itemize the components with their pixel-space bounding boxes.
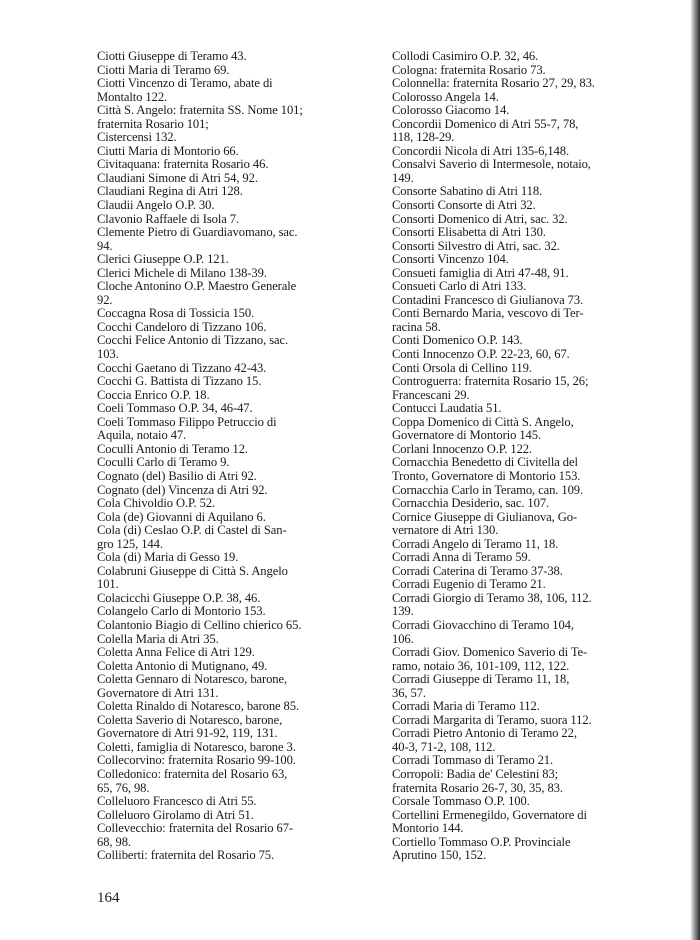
index-entry-line: 92. [97, 292, 113, 307]
index-entry-line: 65, 76, 98. [97, 780, 150, 795]
index-entry [97, 592, 342, 606]
index-entry-line: Civitaquana: fraternita Rosario 46. [97, 157, 269, 172]
index-entry [392, 768, 642, 795]
index-entry [97, 605, 342, 619]
index-entry [392, 727, 642, 754]
index-entry [97, 700, 342, 714]
index-entry-line: Colleluoro Girolamo di Atri 51. [97, 807, 254, 822]
index-entry-line: Concordii Nicola di Atri 135-6,148. [392, 143, 569, 158]
index-entry [97, 213, 342, 227]
index-entry [392, 118, 642, 145]
index-entry [392, 443, 642, 457]
index-entry-line: Colonnella: fraternita Rosario 27, 29, 83. [392, 76, 595, 91]
index-entry-line: Coletti, famiglia di Notaresco, barone 3. [97, 739, 296, 754]
index-entry-line: 118, 128-29. [392, 130, 455, 145]
index-entry-line: Cortellini Ermenegildo, Governatore di [392, 807, 587, 822]
index-entry [97, 77, 342, 104]
index-entry [97, 267, 342, 281]
index-entry-line: Coccia Enrico O.P. 18. [97, 387, 210, 402]
index-entry [392, 795, 642, 809]
index-entry-line: Contucci Laudatia 51. [392, 401, 502, 416]
index-entry [97, 389, 342, 403]
index-entry-line: 68, 98. [97, 834, 131, 849]
index-entry-line: Aquila, notaio 47. [97, 428, 187, 443]
index-entry-line: Colorosso Angela 14. [392, 89, 499, 104]
index-entry-line: Cocchi Candeloro di Tizzano 106. [97, 319, 267, 334]
index-entry-line: Aprutino 150, 152. [392, 848, 487, 863]
index-entry-line: Concordii Domenico di Atri 55-7, 78, [392, 116, 579, 131]
index-entry-line: Cocchi Gaetano di Tizzano 42-43. [97, 360, 267, 375]
index-entry-line: Coletta Gennaro di Notaresco, barone, [97, 672, 288, 687]
index-entry-line: Corradi Margarita di Teramo, suora 112. [392, 712, 592, 727]
index-entry-line: Corropoli: Badia de' Celestini 83; [392, 766, 559, 781]
index-entry-line: Francescani 29. [392, 387, 470, 402]
index-entry [97, 714, 342, 741]
index-entry-line: Consorti Domenico di Atri, sac. 32. [392, 211, 568, 226]
index-entry-line: Cornacchia Benedetto di Civitella del [392, 455, 578, 470]
index-entry-line: Colangelo Carlo di Montorio 153. [97, 604, 266, 619]
index-entry-line: Coccagna Rosa di Tossicia 150. [97, 306, 255, 321]
index-entry [97, 619, 342, 633]
index-entry [97, 673, 342, 700]
index-entry-line: Consorti Elisabetta di Atri 130. [392, 225, 546, 240]
index-entry-line: Collevecchio: fraternita del Rosario 67- [97, 821, 294, 836]
index-entry [97, 362, 342, 376]
index-entry-line: Coeli Tommaso Filippo Petruccio di [97, 414, 277, 429]
index-entry-line: Montorio 144. [392, 821, 464, 836]
index-entry-line: 36, 57. [392, 685, 426, 700]
index-entry-line: 101. [97, 577, 119, 592]
index-entry-line: Colleluoro Francesco di Atri 55. [97, 794, 257, 809]
index-entry [392, 348, 642, 362]
index-entry [97, 809, 342, 823]
index-entry-line: Ciotti Vincenzo di Teramo, abate di [97, 76, 273, 91]
index-entry-line: 139. [392, 604, 414, 619]
index-entry [97, 375, 342, 389]
index-entry [97, 660, 342, 674]
index-entry [97, 443, 342, 457]
index-entry [392, 578, 642, 592]
index-entry [392, 592, 642, 619]
index-entry-line: Cologna: fraternita Rosario 73. [392, 62, 546, 77]
index-entry-line: Cortiello Tommaso O.P. Provinciale [392, 834, 571, 849]
index-entry-line: gro 125, 144. [97, 536, 163, 551]
index-entry-line: Ciotti Giuseppe di Teramo 43. [97, 49, 247, 63]
index-entry [97, 551, 342, 565]
index-entry-line: Conti Domenico O.P. 143. [392, 333, 523, 348]
index-column-right [392, 50, 642, 863]
index-entry [392, 497, 642, 511]
index-entry-line: Cola (de) Giovanni di Aquilano 6. [97, 509, 266, 524]
index-entry [97, 524, 342, 551]
index-entry-line: Corradi Giorgio di Teramo 38, 106, 112. [392, 590, 592, 605]
index-entry [97, 511, 342, 525]
index-entry [392, 185, 642, 199]
index-entry-line: Consorte Sabatino di Atri 118. [392, 184, 543, 199]
index-entry [392, 714, 642, 728]
index-entry [97, 741, 342, 755]
index-entry-line: Governatore di Atri 131. [97, 685, 219, 700]
index-entry [97, 50, 342, 64]
index-entry-line: Corradi Eugenio di Teramo 21. [392, 577, 546, 592]
index-entry [392, 158, 642, 185]
index-entry-line: Cistercensi 132. [97, 130, 177, 145]
index-entry [97, 321, 342, 335]
index-entry-line: fraternita Rosario 26-7, 30, 35, 83. [392, 780, 563, 795]
index-entry-line: Cognato (del) Basilio di Atri 92. [97, 468, 257, 483]
index-entry [97, 768, 342, 795]
index-entry [392, 240, 642, 254]
index-entry-line: Colorosso Giacomo 14. [392, 103, 510, 118]
index-entry-line: Corlani Innocenzo O.P. 122. [392, 441, 533, 456]
index-entry [392, 267, 642, 281]
index-entry-line: fraternita Rosario 101; [97, 116, 209, 131]
index-entry-line: Colabruni Giuseppe di Città S. Angelo [97, 563, 288, 578]
index-entry [97, 754, 342, 768]
index-entry [97, 334, 342, 361]
index-entry-line: Collodi Casimiro O.P. 32, 46. [392, 49, 539, 63]
index-entry [392, 334, 642, 348]
index-entry-line: Colantonio Biagio di Cellino chierico 65. [97, 617, 302, 632]
index-entry [392, 91, 642, 105]
index-entry-line: Consalvi Saverio di Intermesole, notaio, [392, 157, 591, 172]
index-entry-line: Corradi Pietro Antonio di Teramo 22, [392, 726, 577, 741]
index-entry-line: Collecorvino: fraternita Rosario 99-100. [97, 753, 296, 768]
index-entry-line: Coppa Domenico di Città S. Angelo, [392, 414, 574, 429]
index-entry [97, 849, 342, 863]
index-entry [97, 633, 342, 647]
index-entry [392, 809, 642, 836]
index-entry [392, 646, 642, 673]
index-entry-line: Coletta Rinaldo di Notaresco, barone 85. [97, 699, 299, 714]
index-entry [392, 253, 642, 267]
index-entry [97, 185, 342, 199]
index-entry [392, 673, 642, 700]
index-entry-line: Corradi Angelo di Teramo 11, 18. [392, 536, 559, 551]
index-entry-line: Colella Maria di Atri 35. [97, 631, 219, 646]
index-entry-line: 40-3, 71-2, 108, 112. [392, 739, 496, 754]
index-entry [392, 416, 642, 443]
index-entry-line: racina 58. [392, 319, 441, 334]
index-entry-line: Corradi Giuseppe di Teramo 11, 18, [392, 672, 570, 687]
index-entry-line: Clerici Giuseppe O.P. 121. [97, 252, 229, 267]
index-entry [97, 484, 342, 498]
index-entry [97, 158, 342, 172]
index-entry-line: Consorti Consorte di Atri 32. [392, 198, 536, 213]
index-entry [97, 646, 342, 660]
index-entry [392, 511, 642, 538]
index-column-left [97, 50, 342, 863]
index-entry-line: Corradi Giov. Domenico Saverio di Te- [392, 645, 588, 660]
index-entry-line: Coletta Saverio di Notaresco, barone, [97, 712, 283, 727]
index-entry [97, 822, 342, 849]
index-entry-line: Montalto 122. [97, 89, 168, 104]
page-edge-shadow [690, 0, 700, 940]
index-entry-line: 94. [97, 238, 113, 253]
index-entry-line: Corradi Tommaso di Teramo 21. [392, 753, 554, 768]
index-entry [97, 172, 342, 186]
index-entry [392, 77, 642, 91]
index-entry-line: Coeli Tommaso O.P. 34, 46-47. [97, 401, 253, 416]
index-entry-line: Tronto, Governatore di Montorio 153. [392, 468, 581, 483]
index-entry [392, 565, 642, 579]
index-entry-line: Corradi Giovacchino di Teramo 104, [392, 617, 574, 632]
index-entry-line: Claudii Angelo O.P. 30. [97, 198, 215, 213]
index-entry [97, 226, 342, 253]
index-entry [392, 199, 642, 213]
index-entry-line: Clerici Michele di Milano 138-39. [97, 265, 267, 280]
index-entry [97, 145, 342, 159]
index-entry [392, 700, 642, 714]
index-entry-line: Clavonio Raffaele di Isola 7. [97, 211, 240, 226]
index-entry-line: Clemente Pietro di Guardiavomano, sac. [97, 225, 298, 240]
index-entry-line: Controguerra: fraternita Rosario 15, 26; [392, 374, 589, 389]
index-entry [392, 294, 642, 308]
index-entry-line: vernatore di Atri 130. [392, 523, 499, 538]
index-entry [97, 307, 342, 321]
index-entry [97, 416, 342, 443]
index-entry [392, 754, 642, 768]
index-entry-line: Cola (di) Maria di Gesso 19. [97, 550, 239, 565]
index-entry [97, 470, 342, 484]
index-entry-line: Cognato (del) Vincenza di Atri 92. [97, 482, 268, 497]
index-entry-line: 103. [97, 347, 119, 362]
index-entry [392, 280, 642, 294]
index-entry-line: Conti Orsola di Cellino 119. [392, 360, 532, 375]
index-entry [97, 104, 342, 145]
index-entry-line: Coletta Antonio di Mutignano, 49. [97, 658, 268, 673]
index-entry-line: Claudiani Simone di Atri 54, 92. [97, 170, 258, 185]
index-entry-line: Coletta Anna Felice di Atri 129. [97, 645, 255, 660]
index-entry [392, 551, 642, 565]
index-entry [392, 375, 642, 402]
index-entry [97, 280, 342, 307]
index-entry-line: Ciutti Maria di Montorio 66. [97, 143, 239, 158]
index-entry-line: Colledonico: fraternita del Rosario 63, [97, 766, 288, 781]
index-entry-line: Consueti Carlo di Atri 133. [392, 279, 527, 294]
index-entry-line: Coculli Carlo di Teramo 9. [97, 455, 230, 470]
index-entry-line: Cornice Giuseppe di Giulianova, Go- [392, 509, 578, 524]
index-entry [392, 104, 642, 118]
index-entry [392, 307, 642, 334]
index-entry-line: Ciotti Maria di Teramo 69. [97, 62, 230, 77]
index-entry-line: Città S. Angelo: fraternita SS. Nome 101; [97, 103, 303, 118]
index-entry-line: Consorti Vincenzo 104. [392, 252, 509, 267]
index-entry-line: Cola (di) Ceslao O.P. di Castel di San- [97, 523, 287, 538]
index-entry [392, 484, 642, 498]
index-entry-line: ramo, notaio 36, 101-109, 112, 122. [392, 658, 570, 673]
index-entry [97, 64, 342, 78]
index-entry [97, 253, 342, 267]
index-entry [97, 199, 342, 213]
index-entry [392, 50, 642, 64]
index-entry-line: Cocchi Felice Antonio di Tizzano, sac. [97, 333, 289, 348]
index-entry-line: Claudiani Regina di Atri 128. [97, 184, 243, 199]
index-entry [392, 619, 642, 646]
index-entry [392, 145, 642, 159]
index-entry-line: Contadini Francesco di Giulianova 73. [392, 292, 584, 307]
index-entry-line: Consueti famiglia di Atri 47-48, 91. [392, 265, 569, 280]
index-entry-line: 106. [392, 631, 414, 646]
index-entry-line: 149. [392, 170, 414, 185]
index-entry-line: Corradi Anna di Teramo 59. [392, 550, 531, 565]
index-entry [392, 836, 642, 863]
index-entry [97, 497, 342, 511]
index-entry-line: Cocchi G. Battista di Tizzano 15. [97, 374, 262, 389]
index-entry-line: Cornacchia Desiderio, sac. 107. [392, 496, 550, 511]
index-entry [392, 226, 642, 240]
index-entry [97, 565, 342, 592]
index-entry [97, 402, 342, 416]
index-entry-line: Colliberti: fraternita del Rosario 75. [97, 848, 275, 863]
index-entry [392, 456, 642, 483]
index-entry-line: Colacicchi Giuseppe O.P. 38, 46. [97, 590, 261, 605]
index-entry-line: Coculli Antonio di Teramo 12. [97, 441, 248, 456]
page-number: 164 [97, 890, 120, 906]
index-entry [392, 213, 642, 227]
index-entry-line: Conti Innocenzo O.P. 22-23, 60, 67. [392, 347, 570, 362]
index-entry-line: Consorti Silvestro di Atri, sac. 32. [392, 238, 560, 253]
index-entry-line: Corsale Tommaso O.P. 100. [392, 794, 530, 809]
index-entry [97, 456, 342, 470]
index-entry [392, 64, 642, 78]
index-entry-line: Cloche Antonino O.P. Maestro Generale [97, 279, 297, 294]
index-entry [392, 362, 642, 376]
index-entry-line: Cola Chivoldio O.P. 52. [97, 496, 216, 511]
index-entry [392, 402, 642, 416]
index-entry [392, 538, 642, 552]
index-entry-line: Corradi Maria di Teramo 112. [392, 699, 540, 714]
index-entry-line: Governatore di Atri 91-92, 119, 131. [97, 726, 278, 741]
index-entry-line: Corradi Caterina di Teramo 37-38. [392, 563, 563, 578]
index-entry-line: Conti Bernardo Maria, vescovo di Ter- [392, 306, 584, 321]
index-entry-line: Governatore di Montorio 145. [392, 428, 541, 443]
index-entry [97, 795, 342, 809]
index-entry-line: Cornacchia Carlo in Teramo, can. 109. [392, 482, 584, 497]
